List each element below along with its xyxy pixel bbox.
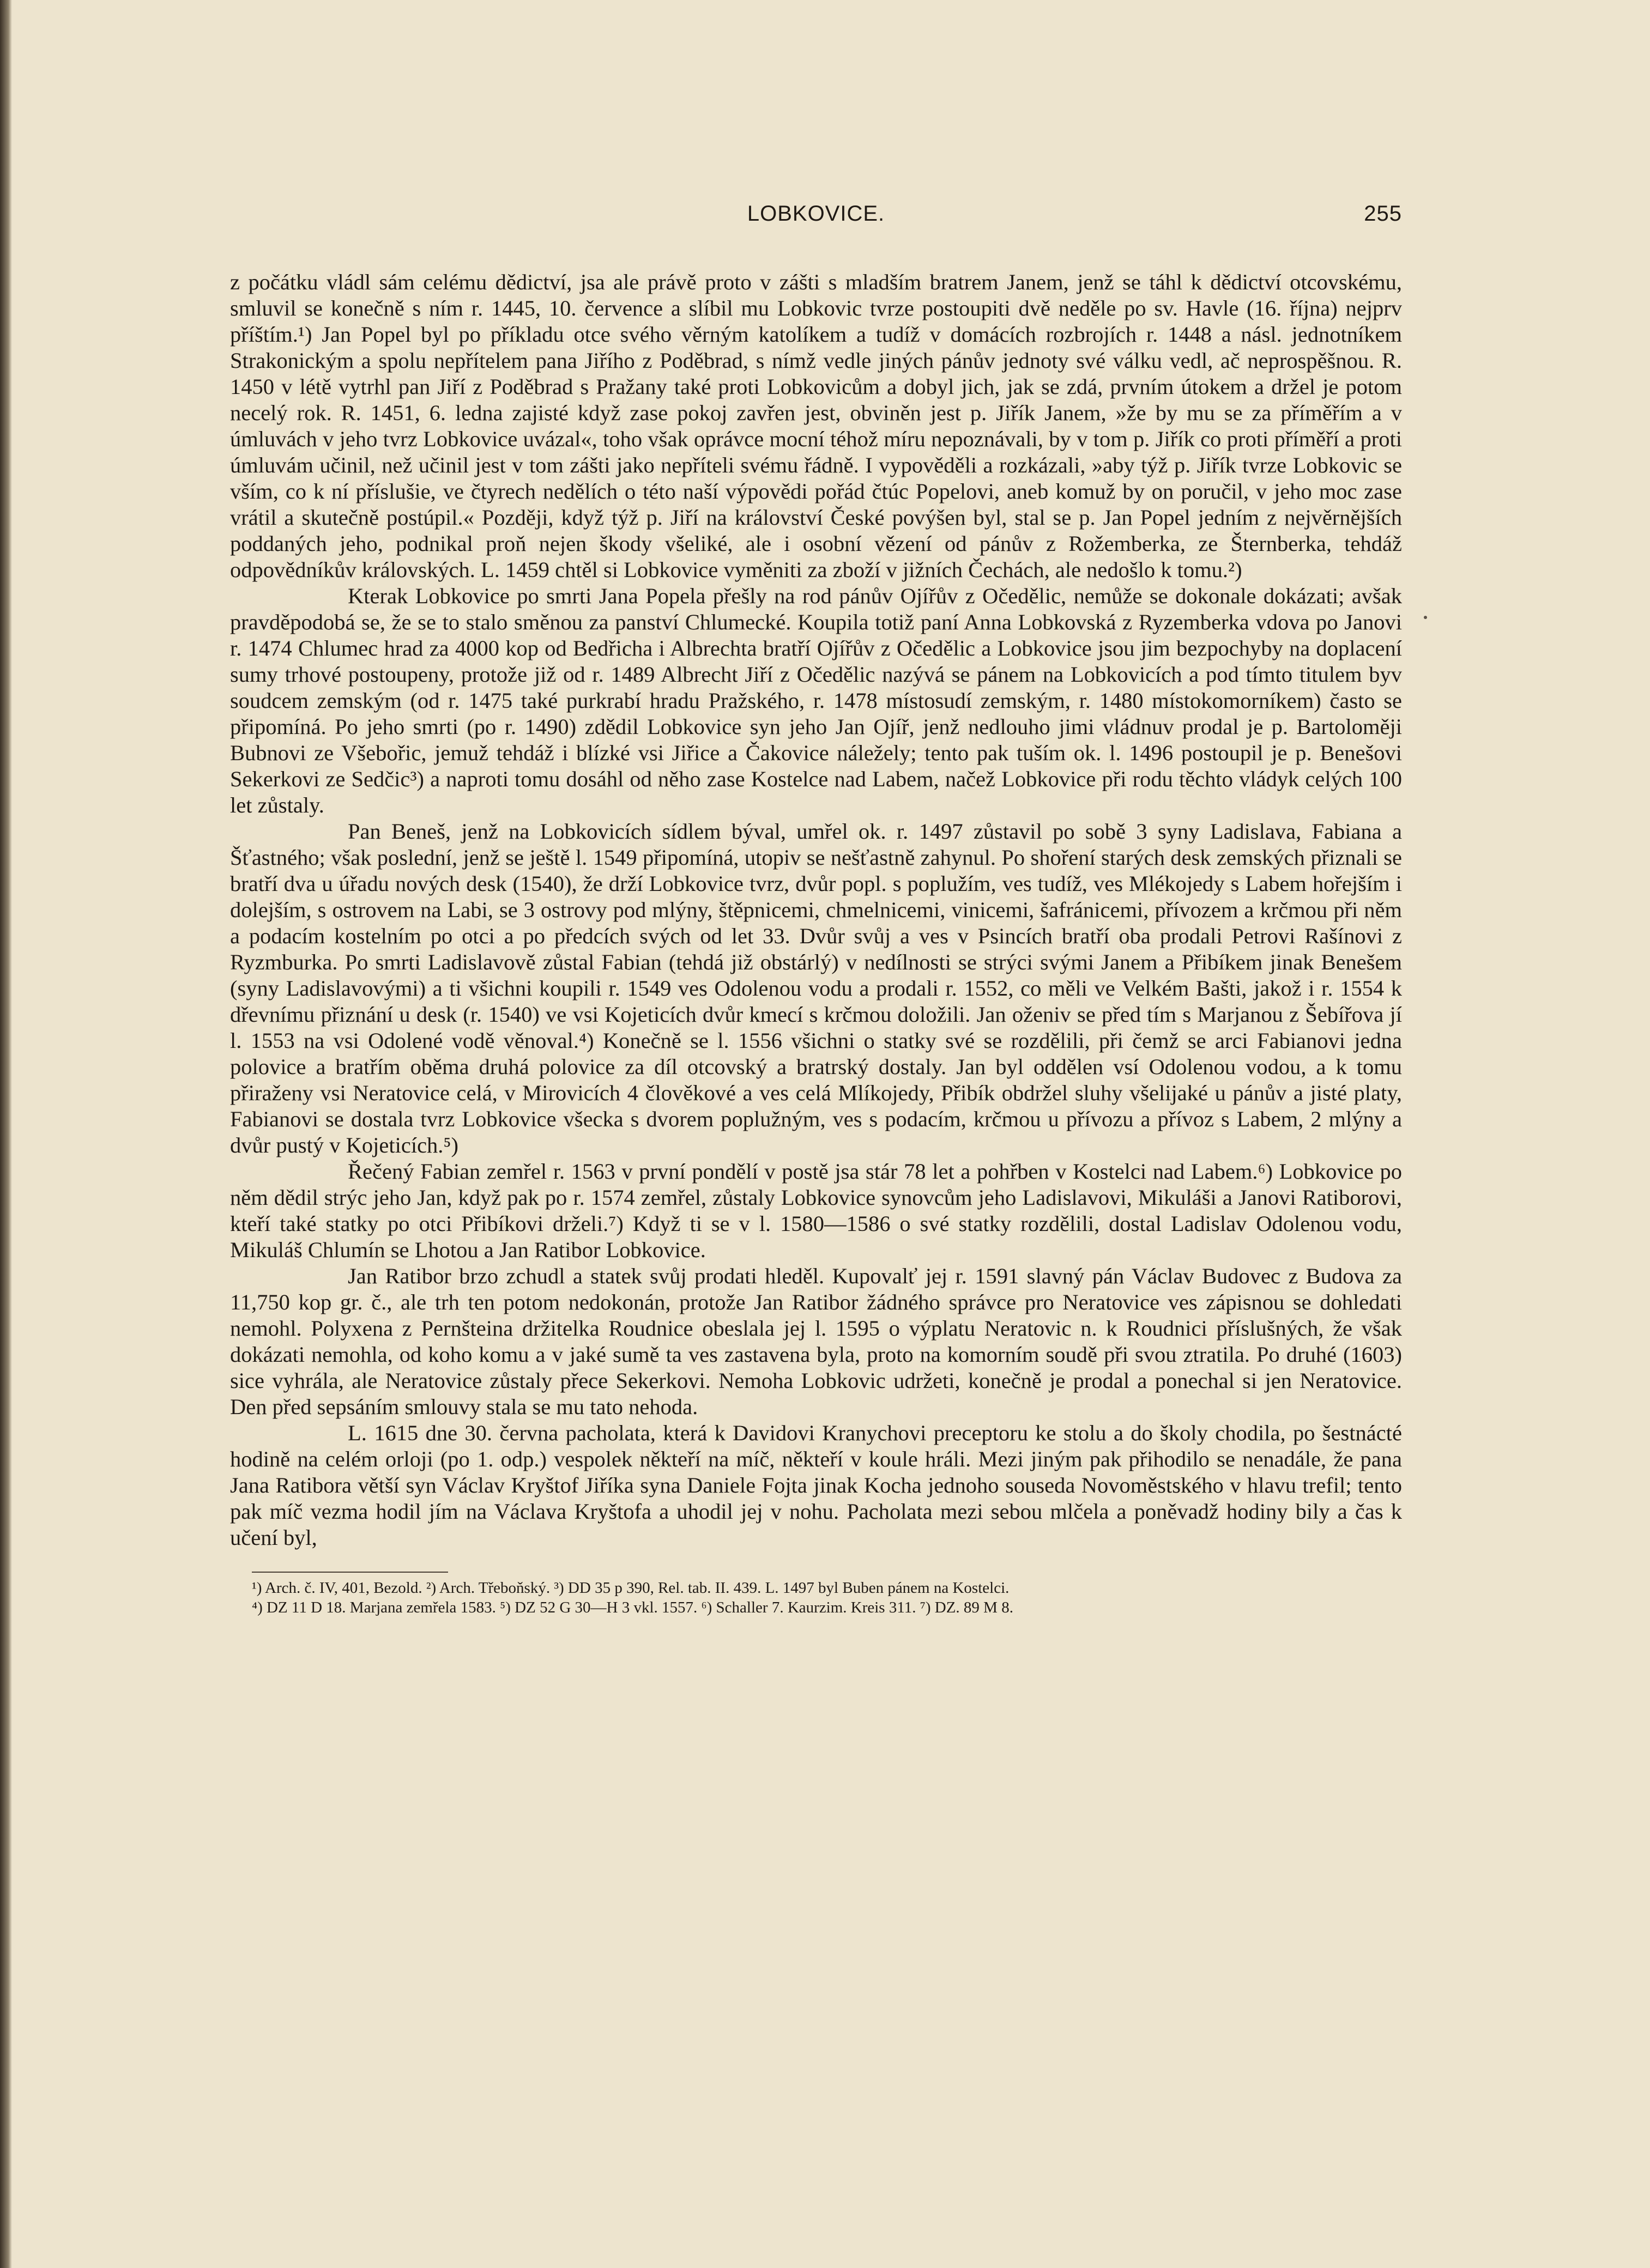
paragraph: L. 1615 dne 30. června pacholata, která k Davidovi Kranychovi preceptoru ke stolu a do školy chodila, po šestnácté hodině na celém orloji (po 1. odp.) vespolek někteří na míč, někteří v koule hráli. Mezi jiným pak přihodilo se nenadále, že pana Jana Ratibora větší syn Václav Kryštof Jiříka syna Daniele Fojta jinak Kocha jednoho souseda Novoměstského v hlavu trefil; tento pak míč vezma hodil jím na Václava Kryštofa a uhodil jej v nohu. Pacholata mezi sebou mlčela a poněvadž hodiny bily a čas k učení byl,	[230, 1421, 1402, 1550]
body-text	[230, 269, 1402, 1551]
footnote-divider	[252, 1572, 448, 1573]
page-binding-edge	[0, 0, 12, 2268]
footnote-line: ⁴) DZ 11 D 18. Marjana zemřela 1583. ⁵) DZ 52 G 30—H 3 vkl. 1557. ⁶) Schaller 7. Kaurzim. Kreis 311. ⁷) DZ. 89 M 8.	[252, 1599, 1013, 1616]
running-title: LOBKOVICE.	[747, 202, 885, 226]
paragraph: Kterak Lobkovice po smrti Jana Popela přešly na rod pánův Ojířův z Očedělic, nemůže se dokonale dokázati; avšak pravděpodobá se, že se to stalo směnou za panství Chlumecké. Koupila totiž paní Anna Lobkovská z Ryzemberka vdova po Janovi r. 1474 Chlumec hrad za 4000 kop od Bedřicha i Albrechta bratří Ojířův z Očedělic a Lobkovice jsou jim bezpochyby na doplacení sumy trhové postoupeny, protože již od r. 1489 Albrecht Jiří z Očedělic nazývá se pánem na Lobkovicích a pod tímto titulem byv soudcem zemským (od r. 1475 také purkrabí hradu Pražského, r. 1478 místosudí zemským, r. 1480 místokomorníkem) často se připomíná. Po jeho smrti (po r. 1490) zdědil Lobkovice syn jeho Jan Ojíř, jenž nedlouho jimi vládnuv prodal je p. Bartoloměji Bubnovi ze Všebořic, jemuž tehdáž i blízké vsi Jiřice a Čakovice náležely; tento pak tuším ok. l. 1496 postoupil je p. Benešovi Sekerkovi ze Sedčic³) a naproti tomu dosáhl od něho zase Kostelce nad Labem, načež Lobkovice při rodu těchto vládyk celých 100 let zůstaly.	[230, 584, 1402, 817]
running-header	[230, 202, 1402, 234]
page-content	[230, 202, 1402, 2218]
paragraph: z počátku vládl sám celému dědictví, jsa ale právě proto v zášti s mladším bratrem Janem, jenž se táhl k dědictví otcovskému, smluvil se konečně s ním r. 1445, 10. července a slíbil mu Lobkovic tvrze postoupiti dvě neděle po sv. Havle (16. října) nejprv příštím.¹) Jan Popel byl po příkladu otce svého věrným katolíkem a tudíž v domácích rozbrojích r. 1448 a násl. jednotníkem Strakonickým a spolu nepřítelem pana Jiřího z Poděbrad, s nímž vedle jiných pánův jednoty své válku vedl, ač neprospěšnou. R. 1450 v létě vytrhl pan Jiří z Poděbrad s Pražany také proti Lobkovicům a dobyl jich, jak se zdá, prvním útokem a držel je potom necelý rok. R. 1451, 6. ledna zajisté když zase pokoj zavřen jest, obviněn jest p. Jiřík Janem, »že by mu se za příměřím a v úmluvách v jeho tvrz Lobkovice uvázal«, toho však oprávce mocní téhož míru nepoznávali, by v tom p. Jiřík co proti příměří a proti úmluvám učinil, než učinil jest v tom zášti jako nepříteli svému řádně. I vypověděli a rozkázali, »aby týž p. Jiřík tvrze Lobkovic se vším, co k ní příslušie, ve čtyrech nedělích o této naší výpovědi pořád čtúc Popelovi, aneb komuž by on poručil, v jeho moc zase vrátil a skutečně postúpil.« Později, když týž p. Jiří na království České povýšen byl, stal se p. Jan Popel jedním z nejvěrnějších poddaných jeho, podnikal proň nejen škody všeliké, ale i osobní vězení od pánův z Rožemberka, ze Šternberka, tehdáž odpovědníkův královských. L. 1459 chtěl si Lobkovice vyměniti za zboží v jižních Čechách, ale nedošlo k tomu.²)	[230, 270, 1402, 582]
paragraph: Pan Beneš, jenž na Lobkovicích sídlem býval, umřel ok. r. 1497 zůstavil po sobě 3 syny Ladislava, Fabiana a Šťastného; však poslední, jenž se ještě l. 1549 připomíná, utopiv se nešťastně zahynul. Po shoření starých desk zemských přiznali se bratří dva u úřadu nových desk (1540), že drží Lobkovice tvrz, dvůr popl. s poplužím, ves tudíž, ves Mlékojedy s Labem hořejším i dolejším, s ostrovem na Labi, se 3 ostrovy pod mlýny, štěpnicemi, chmelnicemi, vinicemi, šafránicemi, přívozem a krčmou při něm a podacím kostelním po otci a po předcích svých od let 33. Dvůr svůj a ves v Psincích bratří oba prodali Petrovi Rašínovi z Ryzmburka. Po smrti Ladislavově zůstal Fabian (tehdá již obstárlý) v nedílnosti se strýci svými Janem a Přibíkem jinak Benešem (syny Ladislavovými) a ti všichni koupili r. 1549 ves Odolenou vodu a prodali r. 1552, co měli ve Velkém Bašti, jakož i r. 1554 k dřevnímu přiznání u desk (r. 1540) ve vsi Kojeticích dvůr kmecí s krčmou doložili. Jan oženiv se před tím s Marjanou z Šebířova jí l. 1553 na vsi Odolené vodě věnoval.⁴) Konečně se l. 1556 všichni o statky své se rozdělili, při čemž se arci Fabianovi jedna polovice a bratřím oběma druhá polovice za díl otcovský a bratrský dostaly. Jan byl oddělen vsí Odolenou vodou, a k tomu přiraženy vsi Neratovice celá, v Mirovicích 4 člověkové a ves celá Mlíkojedy, Přibík obdržel sluhy všelijaké u pánův a jisté platy, Fabianovi se dostala tvrz Lobkovice všecka s dvorem poplužným, ves s podacím, krčmou u přívozu a přívoz s Labem, 2 mlýny a dvůr pustý v Kojeticích.⁵)	[230, 819, 1402, 1157]
margin-dot	[1424, 616, 1427, 619]
paragraph: Jan Ratibor brzo zchudl a statek svůj prodati hleděl. Kupovalť jej r. 1591 slavný pán Václav Budovec z Budova za 11,750 kop gr. č., ale trh ten potom nedokonán, protože Jan Ratibor žádného správce pro Neratovice ves zápisnou se dohledati nemohl. Polyxena z Pernšteina držitelka Roudnice obeslala jej l. 1595 o výplatu Neratovic n. k Roudnici příslušných, že však dokázati nemohla, od koho komu a v jaké sumě ta ves zastavena byla, proto na komorním soudě při svou ztratila. Po druhé (1603) sice vyhrála, ale Neratovice zůstaly přece Sekerkovi. Nemoha Lobkovic udržeti, konečně je prodal a ponechal si jen Neratovice. Den před sepsáním smlouvy stala se mu tato nehoda.	[230, 1264, 1402, 1419]
book-page	[12, 0, 1650, 2268]
footnote-line: ¹) Arch. č. IV, 401, Bezold. ²) Arch. Třeboňský. ³) DD 35 p 390, Rel. tab. II. 439. L. 1497 byl Buben pánem na Kostelci.	[252, 1579, 1010, 1597]
page-number: 255	[1364, 202, 1402, 226]
footnotes	[230, 1578, 1402, 1617]
paragraph: Řečený Fabian zemřel r. 1563 v první pondělí v postě jsa stár 78 let a pohřben v Kostelci nad Labem.⁶) Lobkovice po něm dědil strýc jeho Jan, když pak po r. 1574 zemřel, zůstaly Lobkovice synovcům jeho Ladislavovi, Mikuláši a Janovi Ratiborovi, kteří také statky po otci Přibíkovi drželi.⁷) Když ti se v l. 1580—1586 o své statky rozdělili, dostal Ladislav Odolenou vodu, Mikuláš Chlumín se Lhotou a Jan Ratibor Lobkovice.	[230, 1159, 1402, 1262]
